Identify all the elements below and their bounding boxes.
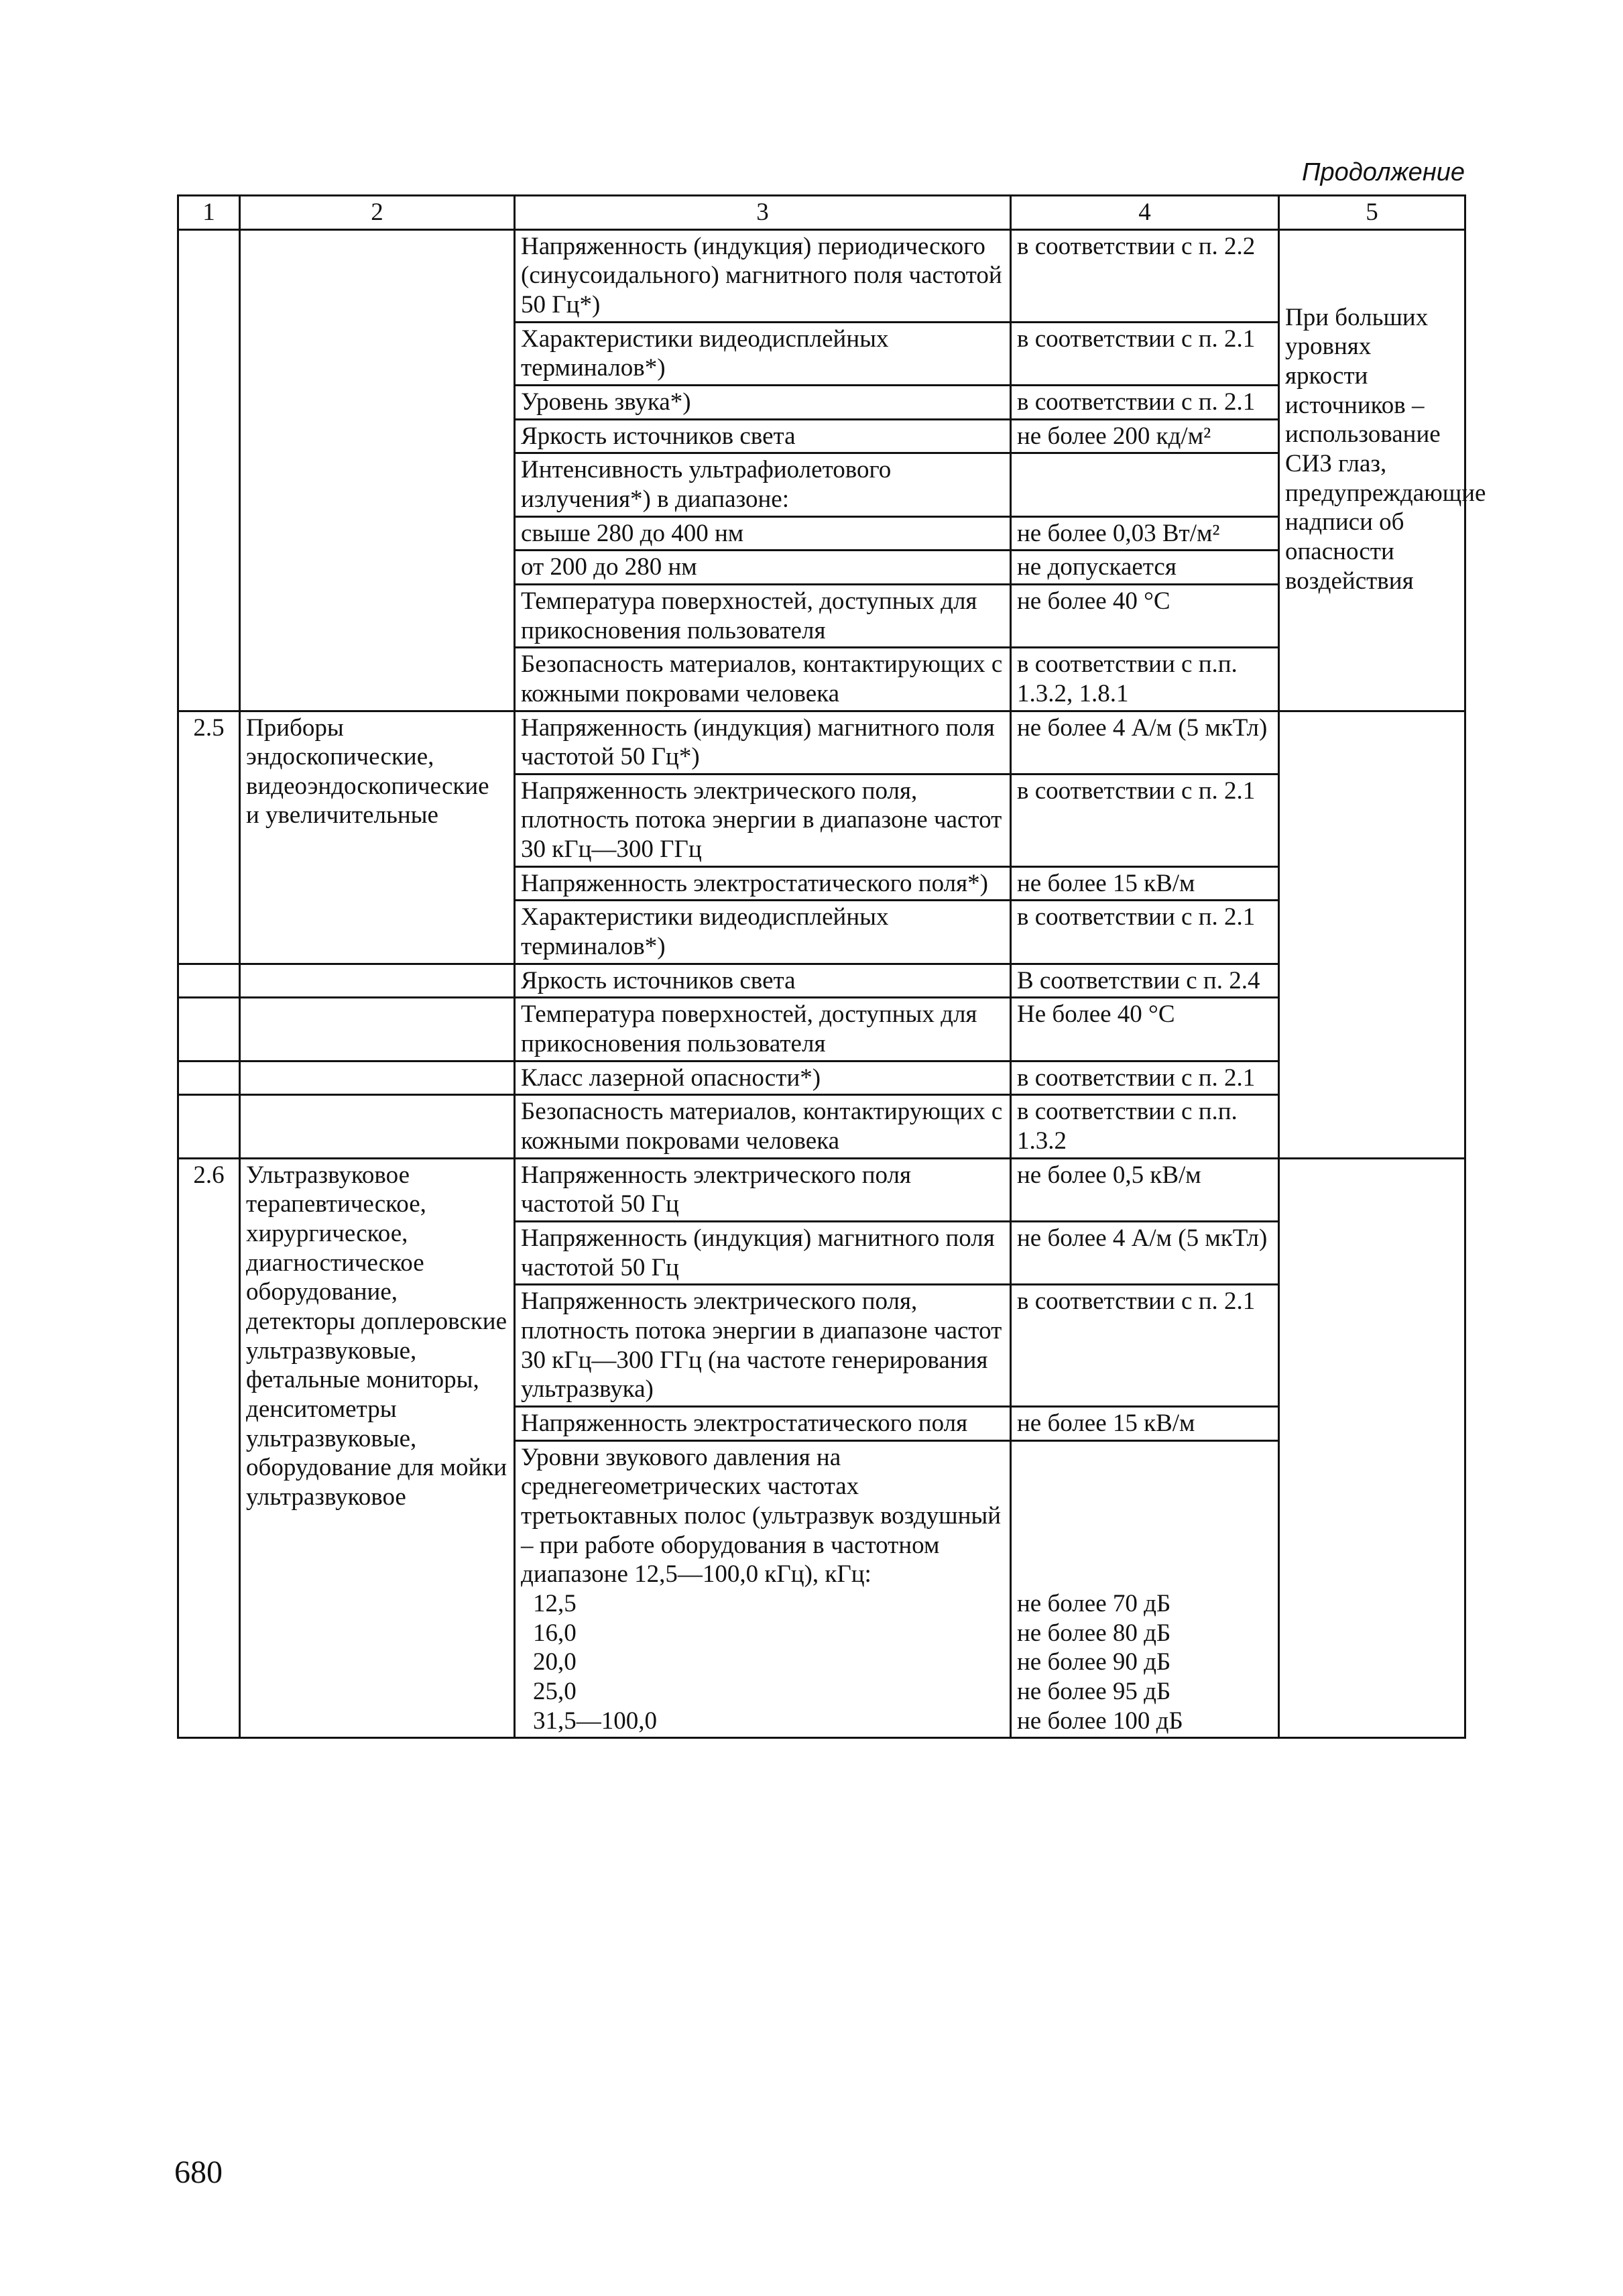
page-number: 680 — [174, 2155, 223, 2190]
frequency-value: 20,0 — [533, 1648, 577, 1676]
param-cell: Температура поверхностей, доступных для прикосновения пользователя — [515, 584, 1011, 647]
table-row — [178, 964, 1465, 998]
table-row — [178, 1158, 1465, 1221]
norm-cell: не более 200 кд/м² — [1011, 419, 1279, 453]
column-header: 4 — [1011, 196, 1279, 230]
param-cell: свыше 280 до 400 нм — [515, 516, 1011, 551]
norm-cell: в соответствии с п. 2.2 — [1011, 229, 1279, 322]
norm-cell — [1011, 453, 1279, 516]
param-cell: Напряженность электрического поля, плотность потока энергии в диапазоне частот 30 кГц—300 ГГц (на частоте генерирования ультразвука) — [515, 1285, 1011, 1407]
frequency-value: 12,5 — [533, 1589, 577, 1617]
frequency-value: 25,0 — [533, 1677, 577, 1705]
sound-norm-value: не более 95 дБ — [1017, 1677, 1171, 1705]
sound-param-text: Уровни звукового давления на среднегеометрических частотах третьоктавных полос (ультразвук воздушный – при работе оборудования в частотном диапазоне 12,5—100,0 кГц), кГц: — [521, 1443, 1002, 1589]
param-cell: Напряженность электрического поля, плотность потока энергии в диапазоне частот 30 кГц—300 ГГц — [515, 774, 1011, 866]
param-cell: Яркость источников света — [515, 419, 1011, 453]
param-cell: Характеристики видеодисплейных терминалов*) — [515, 901, 1011, 964]
empty-cell — [178, 229, 240, 711]
empty-cell — [178, 964, 240, 998]
empty-cell — [240, 1061, 515, 1095]
param-cell: Напряженность электростатического поля — [515, 1406, 1011, 1440]
empty-cell — [1279, 711, 1465, 1158]
requirements-table — [177, 194, 1486, 1739]
param-cell: Характеристики видеодисплейных терминалов*) — [515, 322, 1011, 385]
param-cell: Напряженность (индукция) периодического (синусоидального) магнитного поля частотой 50 Гц*) — [515, 229, 1011, 322]
param-cell: Уровень звука*) — [515, 385, 1011, 419]
table-row — [178, 1061, 1465, 1095]
empty-cell — [240, 1095, 515, 1158]
param-cell: Интенсивность ультрафиолетового излучения*) в диапазоне: — [515, 453, 1011, 516]
empty-cell — [178, 1061, 240, 1095]
item-number: 2.6 — [178, 1158, 240, 1737]
item-number: 2.5 — [178, 711, 240, 964]
frequency-value: 16,0 — [533, 1619, 577, 1647]
empty-cell — [178, 998, 240, 1061]
frequency-value: 31,5—100,0 — [533, 1707, 657, 1735]
column-header: 3 — [515, 196, 1011, 230]
device-cell: Приборы эндоскопические, видеоэндоскопические и увеличительные — [240, 711, 515, 964]
param-cell: Класс лазерной опасности*) — [515, 1061, 1011, 1095]
norm-cell: не более 4 А/м (5 мкТл) — [1011, 711, 1279, 774]
param-cell: Безопасность материалов, контактирующих с кожными покровами человека — [515, 648, 1011, 711]
sound-param-cell — [515, 1440, 1011, 1738]
param-cell: Напряженность (индукция) магнитного поля частотой 50 Гц — [515, 1222, 1011, 1285]
column-header-row — [178, 196, 1465, 230]
empty-cell — [240, 964, 515, 998]
norm-cell: не более 40 °С — [1011, 584, 1279, 647]
table-row — [178, 711, 1465, 774]
norm-cell: в соответствии с п.п. 1.3.2, 1.8.1 — [1011, 648, 1279, 711]
frequency-list — [533, 1589, 1004, 1735]
table-row — [178, 998, 1465, 1061]
column-header: 1 — [178, 196, 240, 230]
norm-cell: в соответствии с п. 2.1 — [1011, 1285, 1279, 1407]
device-cell: Ультразвуковое терапевтическое, хирургическое, диагностическое оборудование, детекторы доплеровские ультразвуковые, фетальные мониторы, денситометры ультразвуковые, оборудование для мойки ультразвуковое — [240, 1158, 515, 1737]
table-row — [178, 229, 1465, 322]
norm-cell: не более 0,5 кВ/м — [1011, 1158, 1279, 1221]
norm-cell: в соответствии с п. 2.1 — [1011, 385, 1279, 419]
norm-cell: в соответствии с п. 2.1 — [1011, 322, 1279, 385]
column-header: 5 — [1279, 196, 1465, 230]
norm-cell: не более 0,03 Вт/м² — [1011, 516, 1279, 551]
param-cell: Напряженность электрического поля частотой 50 Гц — [515, 1158, 1011, 1221]
column-header: 2 — [240, 196, 515, 230]
norm-cell: не более 15 кВ/м — [1011, 866, 1279, 901]
norm-cell: в соответствии с п.п. 1.3.2 — [1011, 1095, 1279, 1158]
param-cell: Напряженность электростатического поля*) — [515, 866, 1011, 901]
sound-norm-value: не более 70 дБ — [1017, 1589, 1171, 1617]
sound-norm-value: не более 90 дБ — [1017, 1648, 1171, 1676]
continuation-label: Продолжение — [1302, 158, 1465, 186]
empty-cell — [1279, 1158, 1465, 1737]
norm-cell: не более 4 А/м (5 мкТл) — [1011, 1222, 1279, 1285]
param-cell: Яркость источников света — [515, 964, 1011, 998]
norm-cell: В соответствии с п. 2.4 — [1011, 964, 1279, 998]
sound-norm-value: не более 100 дБ — [1017, 1707, 1183, 1735]
norm-cell: в соответствии с п. 2.1 — [1011, 901, 1279, 964]
table-row — [178, 1095, 1465, 1158]
norm-cell: не допускается — [1011, 551, 1279, 585]
sound-norm-cell — [1011, 1440, 1279, 1738]
empty-cell — [240, 229, 515, 711]
param-cell: Напряженность (индукция) магнитного поля частотой 50 Гц*) — [515, 711, 1011, 774]
norm-cell: не более 15 кВ/м — [1011, 1406, 1279, 1440]
empty-cell — [178, 1095, 240, 1158]
param-cell: Температура поверхностей, доступных для прикосновения пользователя — [515, 998, 1011, 1061]
param-cell: от 200 до 280 нм — [515, 551, 1011, 585]
note-cell: При больших уровнях яркости источников – использование СИЗ глаз, предупреждающие надписи об опасности воздействия — [1279, 229, 1465, 711]
norm-cell: в соответствии с п. 2.1 — [1011, 1061, 1279, 1095]
sound-norm-value: не более 80 дБ — [1017, 1619, 1171, 1647]
param-cell: Безопасность материалов, контактирующих с кожными покровами человека — [515, 1095, 1011, 1158]
norm-cell: в соответствии с п. 2.1 — [1011, 774, 1279, 866]
empty-cell — [240, 998, 515, 1061]
norm-cell: Не более 40 °С — [1011, 998, 1279, 1061]
